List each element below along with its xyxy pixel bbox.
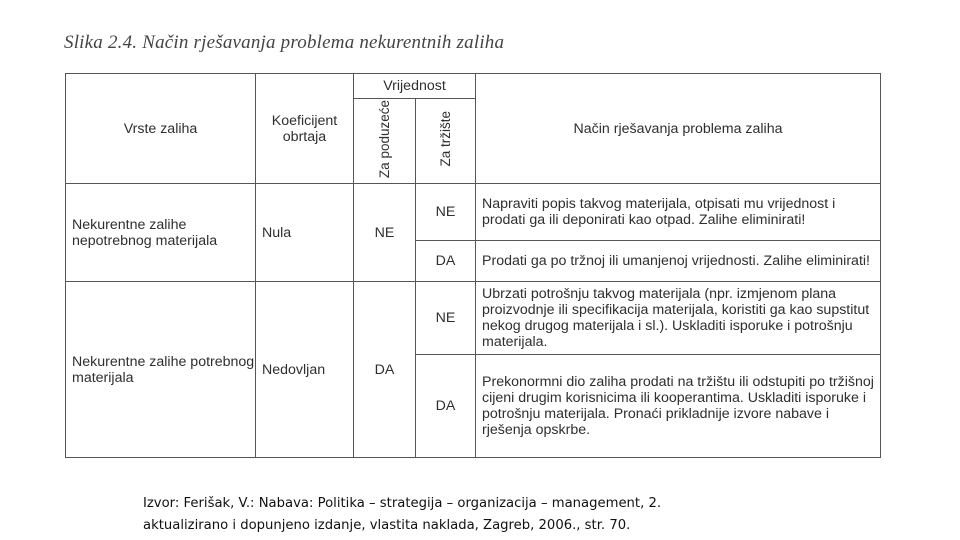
header-za-poduzece-text: Za poduzeće	[377, 99, 392, 179]
row-nacin: Ubrzati potrošnju takvog materijala (npr. izmjenom plana proizvodnje ili specifikacija materijala, koristiti ga kao supstitut nekog drugog materijala i sl.). Uskladiti isporuke i potrošnju materijala.	[476, 282, 881, 355]
source-line-1: Izvor: Ferišak, V.: Nabava: Politika – strategija – organizacija – management, 2.	[143, 496, 662, 511]
header-vrste-zaliha: Vrste zaliha	[66, 74, 256, 184]
header-za-trziste-text: Za tržište	[438, 111, 453, 167]
header-za-poduzece	[354, 99, 416, 184]
header-koeficijent: Koeficijent obrtaja	[256, 74, 354, 184]
row-za-trziste: NE	[416, 282, 476, 355]
row-vrsta: Nekurentne zalihe nepotrebnog materijala	[66, 184, 256, 282]
row-za-trziste: DA	[416, 241, 476, 282]
row-za-poduzece: DA	[354, 282, 416, 458]
source-caption	[143, 493, 661, 537]
row-vrsta: Nekurentne zalihe potrebnog materijala	[66, 282, 256, 458]
header-row-1	[66, 74, 881, 99]
header-za-trziste	[416, 99, 476, 184]
header-nacin: Način rješavanja problema zaliha	[476, 74, 881, 184]
row-nacin: Napraviti popis takvog materijala, otpisati mu vrijednost i prodati ga ili deponirati kao otpad. Zalihe eliminirati!	[476, 184, 881, 241]
source-line-2: aktualizirano i dopunjeno izdanje, vlastita naklada, Zagreb, 2006., str. 70.	[143, 518, 631, 533]
row-za-trziste: NE	[416, 184, 476, 241]
figure-title: Slika 2.4. Način rješavanja problema nekurentnih zaliha	[64, 32, 505, 53]
row-za-trziste: DA	[416, 355, 476, 458]
row-koeficijent: Nedovljan	[256, 282, 354, 458]
row-za-poduzece: NE	[354, 184, 416, 282]
row-nacin: Prekonormni dio zaliha prodati na tržištu ili odstupiti po tržišnoj cijeni drugim korisnicima ili kooperantima. Uskladiti isporuke i potrošnju materijala. Pronaći prikladnije izvore nabave i rješenja opskrbe.	[476, 355, 881, 458]
table-row	[66, 282, 881, 355]
row-koeficijent: Nula	[256, 184, 354, 282]
inventory-table	[65, 73, 881, 458]
header-vrijednost: Vrijednost	[354, 74, 476, 99]
table-row	[66, 184, 881, 241]
row-nacin: Prodati ga po tržnoj ili umanjenoj vrijednosti. Zalihe eliminirati!	[476, 241, 881, 282]
